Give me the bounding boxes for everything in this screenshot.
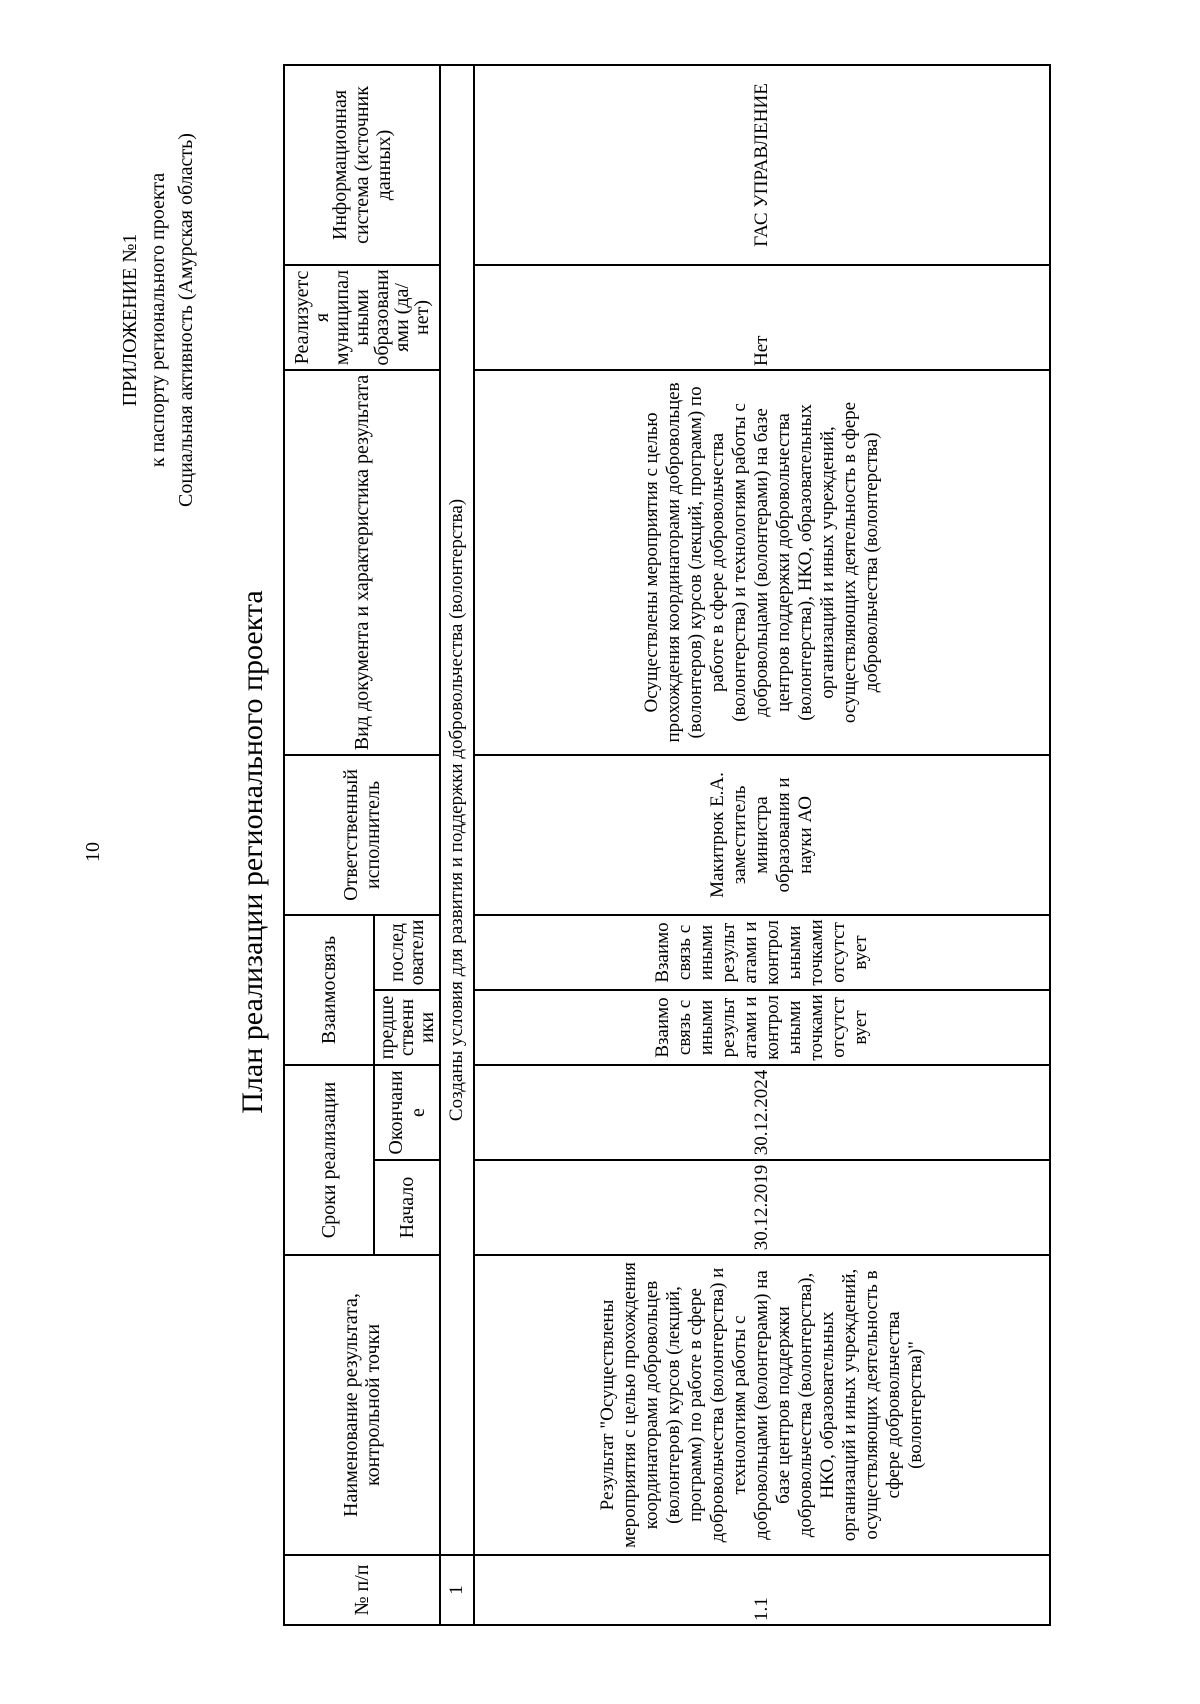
page-number: 10 [82,842,104,862]
row-num: 1.1 [474,1555,1050,1625]
header-timing: Сроки реализации [284,1065,374,1255]
project-name: Социальная активность (Амурская область) [175,133,197,507]
header-name: Наименование результата, контрольной точки [284,1255,440,1555]
header-predecessors: предшественники [374,990,440,1065]
header-end: Окончание [374,1065,440,1160]
section-title: Созданы условия для развития и поддержки добровольчества (волонтерства) [440,65,474,1555]
header-municipal: Реализуется муниципальными образованиями (да/нет) [284,265,440,370]
appendix-header [116,40,200,600]
row-end: 30.12.2024 [474,1065,1050,1160]
header-responsible: Ответственный исполнитель [284,755,440,915]
row-doc-type: Осуществлены мероприятия с целью прохождения координаторами добровольцев (волонтеров) курсов (лекций, программ) по работе в сфере добровольчества (волонтерства) и технологиям работы с добровольцами (волонтерами) на базе центров поддержки добровольчества (волонтерства), НКО, образовательных организаций и иных учреждений, осуществляющих деятельность в сфере добровольчества (волонтерства) [474,370,1050,755]
row-name: Результат "Осуществлены мероприятия с целью прохождения координаторами добровольцев (волонтеров) курсов (лекций, программ) по работе в сфере добровольчества (волонтерства) и технологиям работы с добровольцами (волонтерами) на базе центров поддержки добровольчества (волонтерства), НКО, образовательных организаций и иных учреждений, осуществляющих деятельность в сфере добровольчества (волонтерства)" [474,1255,1050,1555]
passport-label: к паспорту регионального проекта [147,172,169,468]
header-relation: Взаимосвязь [284,915,374,1065]
row-predecessors: Взаимосвязь с иными результатами и контрольными точками отсутствует [474,990,1050,1065]
header-doc-type: Вид документа и характеристика результата [284,370,440,755]
section-row [440,65,474,1625]
header-start: Начало [374,1160,440,1255]
header-info-system: Информационная система (источник данных) [284,65,440,265]
row-successors: Взаимосвязь с иными результатами и контрольными точками отсутствует [474,915,1050,990]
table-row [474,65,1050,1625]
row-start: 30.12.2019 [474,1160,1050,1255]
row-info-system: ГАС УПРАВЛЕНИЕ [474,65,1050,265]
row-responsible: Макитрюк Е.А. заместитель министра образования и науки АО [474,755,1050,915]
plan-title: План реализации регионального проекта [236,590,269,1114]
appendix-label: ПРИЛОЖЕНИЕ №1 [119,233,141,407]
header-successors: последователи [374,915,440,990]
row-municipal: Нет [474,265,1050,370]
section-num: 1 [440,1555,474,1625]
header-num: № п/п [284,1555,440,1625]
plan-table [283,64,1051,1626]
